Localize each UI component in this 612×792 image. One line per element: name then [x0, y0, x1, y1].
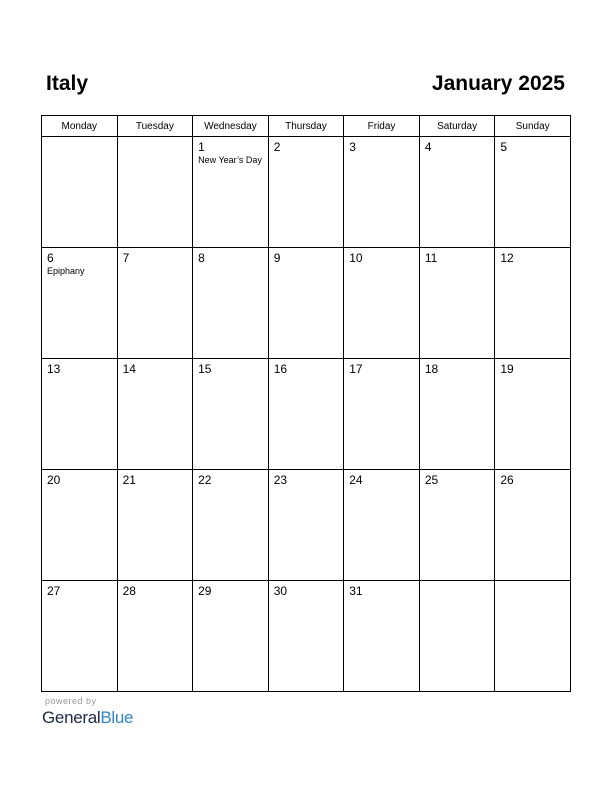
day-cell [344, 470, 420, 581]
day-cell [495, 359, 571, 470]
day-cell [42, 359, 118, 470]
week-row [42, 248, 571, 359]
day-cell [268, 470, 344, 581]
day-number: 23 [273, 473, 288, 487]
day-cell [193, 359, 269, 470]
weekday-monday: Monday [42, 116, 118, 137]
day-cell [344, 359, 420, 470]
day-cell [419, 470, 495, 581]
day-number: 16 [273, 362, 288, 376]
day-cell [117, 581, 193, 692]
day-number: 11 [424, 251, 438, 265]
brand-name-blue: Blue [100, 708, 134, 727]
day-cell [344, 137, 420, 248]
day-cell [419, 359, 495, 470]
weekday-saturday: Saturday [419, 116, 495, 137]
day-number: 17 [349, 362, 363, 376]
calendar-body [42, 137, 571, 692]
weekday-friday: Friday [344, 116, 420, 137]
day-number: 27 [47, 584, 61, 598]
day-number: 12 [500, 251, 514, 265]
calendar-grid [41, 115, 571, 692]
weekday-header-row [42, 116, 571, 137]
day-number: 28 [122, 584, 136, 598]
day-number: 4 [424, 140, 432, 154]
day-number: 5 [500, 140, 508, 154]
day-number: 8 [198, 251, 205, 265]
brand-name [42, 708, 133, 728]
day-cell [193, 248, 269, 359]
day-cell [495, 248, 571, 359]
day-cell [419, 581, 495, 692]
weekday-tuesday: Tuesday [117, 116, 193, 137]
day-cell [117, 470, 193, 581]
day-cell [419, 248, 495, 359]
day-cell [268, 248, 344, 359]
day-cell [268, 137, 344, 248]
month-year-title: January 2025 [431, 72, 565, 95]
day-number: 3 [349, 140, 356, 154]
day-number: 9 [273, 251, 281, 265]
holiday-label: New Year’s Day [198, 155, 262, 165]
day-cell [268, 359, 344, 470]
week-row [42, 581, 571, 692]
day-cell [193, 581, 269, 692]
day-number: 14 [122, 362, 136, 376]
day-number: 10 [349, 251, 363, 265]
week-row [42, 359, 571, 470]
day-cell [117, 248, 193, 359]
day-number: 24 [349, 473, 363, 487]
week-row [42, 137, 571, 248]
day-number: 2 [273, 140, 281, 154]
day-cell [193, 137, 269, 248]
day-number: 1 [198, 140, 205, 154]
day-cell [42, 137, 118, 248]
brand-name-general: General [42, 708, 101, 727]
day-cell [495, 581, 571, 692]
day-cell [117, 359, 193, 470]
weekday-wednesday: Wednesday [193, 116, 269, 137]
day-cell [117, 137, 193, 248]
holiday-label: Epiphany [47, 266, 85, 276]
day-cell [419, 137, 495, 248]
day-cell [42, 248, 118, 359]
day-cell [344, 581, 420, 692]
day-number: 25 [424, 473, 439, 487]
day-cell [193, 470, 269, 581]
day-number: 19 [500, 362, 514, 376]
day-cell [268, 581, 344, 692]
day-number: 13 [47, 362, 61, 376]
day-number: 21 [122, 473, 136, 487]
day-number: 20 [47, 473, 61, 487]
day-cell [495, 137, 571, 248]
country-title: Italy [46, 72, 89, 95]
day-number: 26 [500, 473, 514, 487]
week-row [42, 470, 571, 581]
day-cell [344, 248, 420, 359]
day-number: 7 [122, 251, 130, 265]
day-number: 22 [198, 473, 212, 487]
day-number: 18 [424, 362, 439, 376]
day-number: 30 [273, 584, 288, 598]
weekday-thursday: Thursday [268, 116, 344, 137]
day-number: 29 [198, 584, 212, 598]
weekday-sunday: Sunday [495, 116, 571, 137]
day-number: 15 [198, 362, 212, 376]
day-number: 31 [349, 584, 363, 598]
footer-logo [42, 696, 133, 728]
day-number: 6 [47, 251, 54, 265]
day-cell [42, 470, 118, 581]
powered-by-text: powered by [45, 696, 97, 706]
day-cell [42, 581, 118, 692]
day-cell [495, 470, 571, 581]
